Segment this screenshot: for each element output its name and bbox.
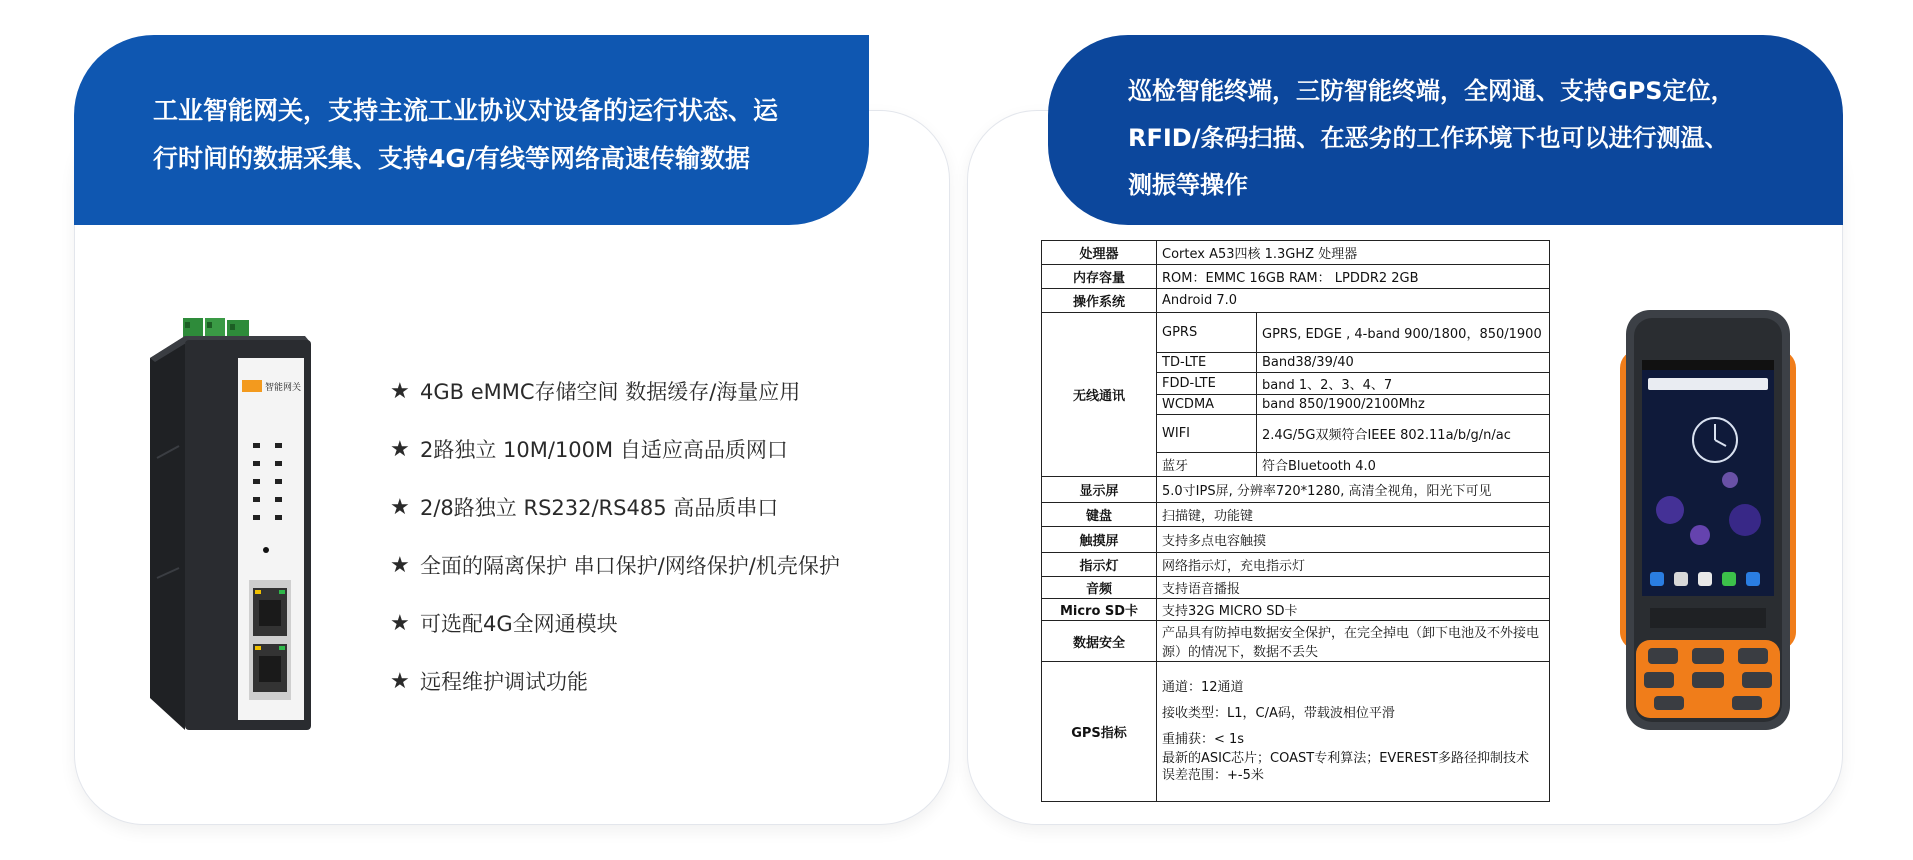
spec-key: 指示灯	[1042, 553, 1157, 577]
feature-list	[390, 362, 840, 710]
spec-key: 无线通讯	[1042, 313, 1157, 477]
table-row	[1042, 621, 1550, 662]
table-row	[1042, 662, 1550, 802]
table-row	[1042, 503, 1550, 527]
star-icon: ★	[390, 436, 410, 462]
spec-value: band 850/1900/2100Mhz	[1257, 395, 1550, 415]
spec-key: Micro SD卡	[1042, 599, 1157, 621]
feature-text: 全面的隔离保护 串口保护/网络保护/机壳保护	[420, 554, 840, 578]
list-item	[390, 478, 840, 536]
spec-key: 显示屏	[1042, 477, 1157, 503]
star-icon: ★	[390, 668, 410, 694]
spec-key: 内存容量	[1042, 265, 1157, 289]
banner-line: 测振等操作	[1128, 171, 1248, 199]
feature-text: 远程维护调试功能	[420, 670, 588, 694]
feature-text: 可选配4G全网通模块	[420, 612, 618, 636]
spec-value: ROM：EMMC 16GB RAM： LPDDR2 2GB	[1157, 265, 1550, 289]
gateway-banner	[74, 35, 869, 225]
table-row	[1042, 241, 1550, 265]
gps-line: 接收类型：L1，C/A码，带载波相位平滑	[1162, 706, 1395, 721]
gps-line: 通道：12通道	[1162, 680, 1244, 695]
spec-table	[1041, 240, 1550, 802]
spec-subkey: WIFI	[1157, 415, 1257, 453]
banner-line: 巡检智能终端，三防智能终端，全网通、支持GPS定位，	[1128, 77, 1735, 105]
spec-key: 数据安全	[1042, 621, 1157, 662]
terminal-banner	[1048, 35, 1843, 225]
table-row	[1042, 553, 1550, 577]
banner-line: RFID/条码扫描、在恶劣的工作环境下也可以进行测温、	[1128, 124, 1729, 152]
spec-subkey: 蓝牙	[1157, 453, 1257, 477]
spec-subkey: WCDMA	[1157, 395, 1257, 415]
table-row	[1042, 477, 1550, 503]
spec-value: 网络指示灯，充电指示灯	[1157, 553, 1550, 577]
feature-text: 2/8路独立 RS232/RS485 高品质串口	[420, 496, 779, 520]
feature-text: 2路独立 10M/100M 自适应高品质网口	[420, 438, 788, 462]
gps-line: 重捕获：< 1s	[1162, 732, 1245, 747]
spec-value: 符合Bluetooth 4.0	[1257, 453, 1550, 477]
rugged-terminal-image	[1620, 310, 1796, 730]
table-row	[1042, 599, 1550, 621]
table-row	[1042, 313, 1550, 353]
spec-value: 支持语音播报	[1157, 577, 1550, 599]
device-label: 智能网关	[265, 383, 302, 393]
table-row	[1042, 527, 1550, 553]
table-row	[1042, 289, 1550, 313]
spec-subkey: GPRS	[1157, 313, 1257, 353]
spec-value: 2.4G/5G双频符合IEEE 802.11a/b/g/n/ac	[1257, 415, 1550, 453]
list-item	[390, 536, 840, 594]
list-item	[390, 594, 840, 652]
list-item	[390, 420, 840, 478]
spec-value: band 1、2、3、4、7	[1257, 373, 1550, 395]
star-icon: ★	[390, 494, 410, 520]
spec-value: 5.0寸IPS屏, 分辨率720*1280, 高清全视角，阳光下可见	[1157, 477, 1550, 503]
gateway-device-image	[145, 318, 315, 730]
spec-key: 键盘	[1042, 503, 1157, 527]
spec-key: 操作系统	[1042, 289, 1157, 313]
star-icon: ★	[390, 378, 410, 404]
star-icon: ★	[390, 610, 410, 636]
spec-value: Band38/39/40	[1257, 353, 1550, 373]
gps-line: 误差范围：+-5米	[1162, 768, 1264, 783]
spec-value: 扫描键，功能键	[1157, 503, 1550, 527]
banner-line: 行时间的数据采集、支持4G/有线等网络高速传输数据	[153, 144, 751, 173]
list-item	[390, 652, 840, 710]
spec-value	[1157, 662, 1550, 802]
spec-value: Android 7.0	[1157, 289, 1550, 313]
star-icon: ★	[390, 552, 410, 578]
spec-key: 触摸屏	[1042, 527, 1157, 553]
spec-value: 支持多点电容触摸	[1157, 527, 1550, 553]
spec-key: GPS指标	[1042, 662, 1157, 802]
spec-subkey: TD-LTE	[1157, 353, 1257, 373]
gps-line: 最新的ASIC芯片；COAST专利算法；EVEREST多路径抑制技术	[1162, 751, 1529, 766]
spec-key: 音频	[1042, 577, 1157, 599]
spec-value: Cortex A53四核 1.3GHZ 处理器	[1157, 241, 1550, 265]
spec-key: 处理器	[1042, 241, 1157, 265]
banner-line: 工业智能网关，支持主流工业协议对设备的运行状态、运	[153, 96, 779, 125]
list-item	[390, 362, 840, 420]
spec-value: 产品具有防掉电数据安全保护，在完全掉电（卸下电池及不外接电源）的情况下，数据不丢失	[1157, 621, 1550, 662]
table-row	[1042, 577, 1550, 599]
spec-value: GPRS, EDGE , 4-band 900/1800，850/1900	[1257, 313, 1550, 353]
spec-subkey: FDD-LTE	[1157, 373, 1257, 395]
table-row	[1042, 265, 1550, 289]
feature-text: 4GB eMMC存储空间 数据缓存/海量应用	[420, 380, 801, 404]
spec-value: 支持32G MICRO SD卡	[1157, 599, 1550, 621]
